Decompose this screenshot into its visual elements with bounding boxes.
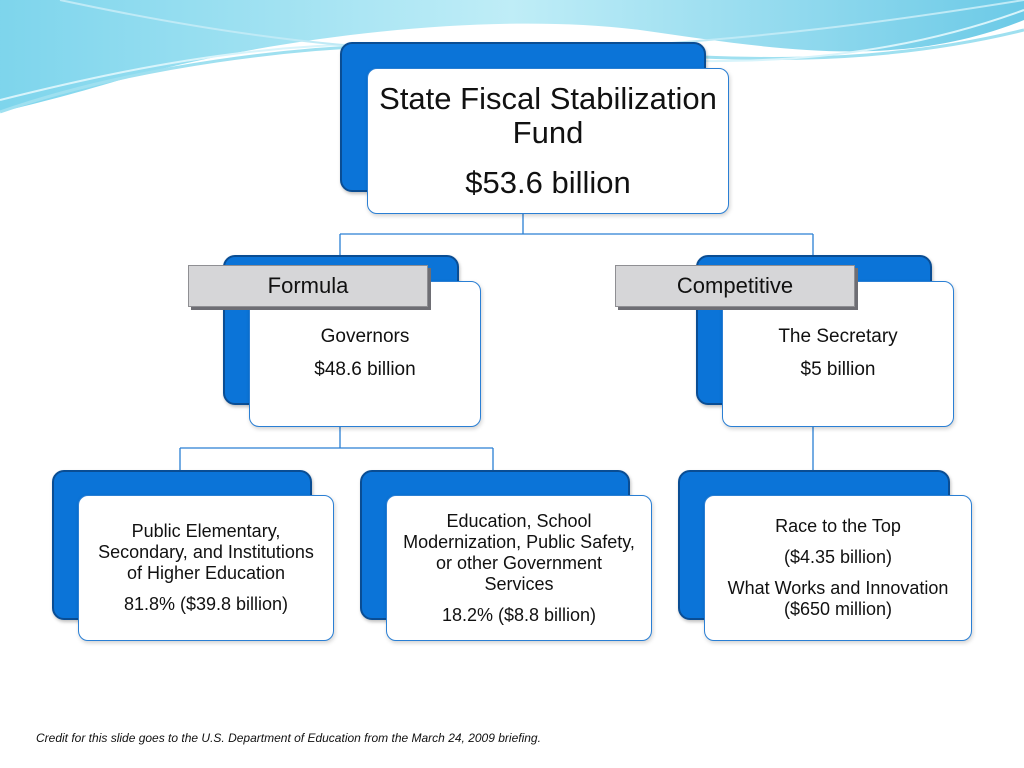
race-to-the-top-amount: ($4.35 billion) [783, 547, 893, 567]
public-education-description: Public Elementary, Secondary, and Institutions of Higher Education [98, 521, 314, 583]
root-amount: $53.6 billion [465, 165, 631, 200]
government-services-description: Education, School Modernization, Public Safety, or other Government Services [403, 510, 635, 594]
root-title: State Fiscal Stabilization Fund [379, 81, 717, 150]
secretary-amount: $5 billion [800, 359, 876, 380]
root-node-box [367, 68, 729, 214]
governors-title: Governors [320, 326, 410, 347]
secretary-title: The Secretary [778, 326, 898, 347]
public-education-amount: 81.8% ($39.8 billion) [123, 594, 289, 614]
what-works-description: What Works and Innovation ($650 million) [727, 578, 949, 619]
formula-tag: Formula [188, 265, 428, 307]
government-services-node-box [386, 495, 652, 641]
credit-note: Credit for this slide goes to the U.S. Department of Education from the March 24, 2009 briefing. [36, 731, 541, 745]
race-to-the-top-title: Race to the Top [775, 516, 901, 536]
competitive-tag: Competitive [615, 265, 855, 307]
race-to-the-top-node-box [704, 495, 972, 641]
public-education-node-box [78, 495, 334, 641]
governors-amount: $48.6 billion [314, 359, 416, 380]
government-services-amount: 18.2% ($8.8 billion) [441, 604, 597, 625]
